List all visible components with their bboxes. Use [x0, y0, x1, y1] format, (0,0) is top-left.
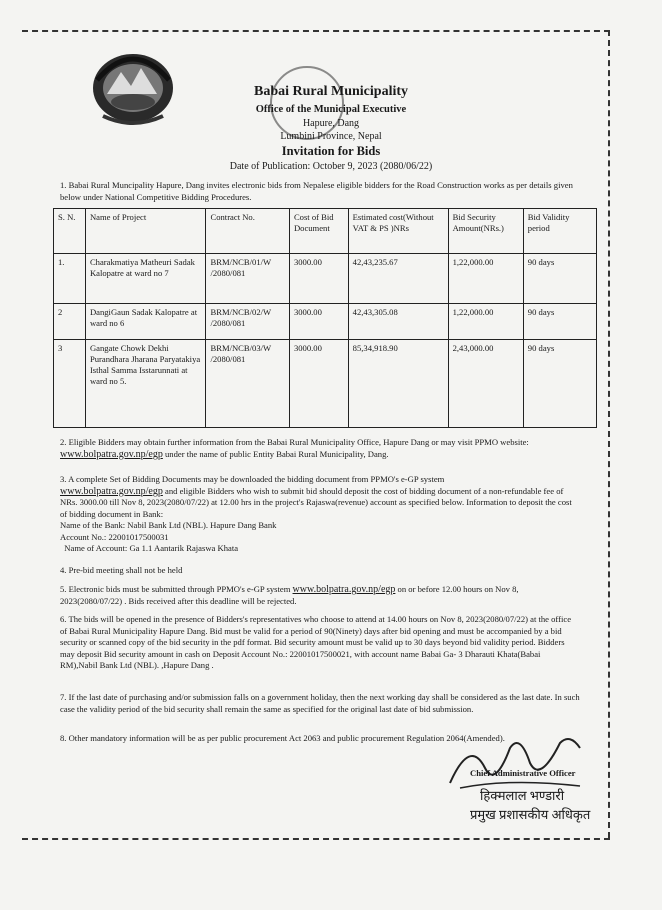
signatory-name-nepali: हिक्मलाल भण्डारी — [480, 788, 565, 803]
column-header: Cost of Bid Document — [289, 209, 348, 254]
location-line-1: Hapure, Dang — [302, 118, 360, 129]
table-row — [54, 254, 597, 304]
cell-project: Charakmatiya Matheuri Sadak Kalopatre at ward no 7 — [85, 254, 206, 304]
paragraph-7: 7. If the last date of purchasing and/or submission falls on a government holiday, then the next working day shall be considered as the last date. In such case the validity period of the bid security shall remain the same as specified for the original last date of bid submission. — [60, 692, 580, 714]
cell-estimate: 42,43,235.67 — [348, 254, 448, 304]
cell-sn: 1. — [54, 254, 86, 304]
office-name: Office of the Municipal Executive — [255, 104, 407, 115]
signatory-title-nepali: प्रमुख प्रशासकीय अधिकृत — [470, 807, 591, 822]
publication-date: Date of Publication: October 9, 2023 (2080/06/22) — [229, 161, 433, 172]
column-header: Estimated cost(Without VAT & PS )NRs — [348, 209, 448, 254]
cell-contract: BRM/NCB/01/W /2080/081 — [206, 254, 289, 304]
column-header: Contract No. — [206, 209, 289, 254]
paragraph-3: 3. A complete Set of Bidding Documents may be downloaded the bidding document from PPMO's e-GP system www.bolpatra.gov.np/egp and eligible Bidders who wish to submit bid should deposit the cost of bidding document of a non-refundable fee of NRs. 3000.00 till Nov 8, 2023(2080/07/22) at 12.00 hrs in the project's Rajaswa(revenue) account as specified below. Information to deposit the cost of bidding document in Bank: Name of the Bank: Nabil Bank Ltd (NBL). Hapure Dang Bank Account No.: 22001017500031 Name of Account: Ga 1.1 Aantarik Rajaswa Khata — [60, 474, 580, 555]
table-row — [54, 304, 597, 340]
cell-estimate: 85,34,918.90 — [348, 340, 448, 428]
cell-security: 1,22,000.00 — [448, 254, 523, 304]
bids-table — [53, 208, 597, 428]
cell-cost: 3000.00 — [289, 304, 348, 340]
cell-validity: 90 days — [523, 340, 596, 428]
signatory-title: Chief Administrative Officer — [470, 768, 576, 778]
cell-cost: 3000.00 — [289, 254, 348, 304]
ppmo-link[interactable]: www.bolpatra.gov.np/egp — [60, 485, 163, 497]
column-header: Bid Security Amount(NRs.) — [448, 209, 523, 254]
table-header-row — [54, 209, 597, 254]
paragraph-5: 5. Electronic bids must be submitted through PPMO's e-GP system www.bolpatra.gov.np/egp on or before 12.00 hours on Nov 8, 2023(2080/07/22) . Bids received after this deadline will be rejected. — [60, 584, 519, 606]
location-line-2: Lumbini Province, Nepal — [280, 131, 382, 142]
cell-cost: 3000.00 — [289, 340, 348, 428]
cell-estimate: 42,43,305.08 — [348, 304, 448, 340]
cell-project: Gangate Chowk Dekhi Purandhara Jharana Paryatakiya Isthal Samma Isstarunnati at ward no 5. — [85, 340, 206, 428]
cell-project: DangiGaun Sadak Kalopatre at ward no 6 — [85, 304, 206, 340]
account-name: Name of Account: Ga 1.1 Aantarik Rajaswa Khata — [60, 543, 239, 553]
bank-name: Name of the Bank: Nabil Bank Ltd (NBL). Hapure Dang Bank — [60, 520, 277, 530]
cell-contract: BRM/NCB/02/W /2080/081 — [206, 304, 289, 340]
paragraph-2: 2. Eligible Bidders may obtain further information from the Babai Rural Municipality Office, Hapure Dang or may visit PPMO website: www.bolpatra.gov.np/egp under the name of public Entity Babai Rural Municipality, Dang. — [60, 437, 529, 460]
cell-sn: 3 — [54, 340, 86, 428]
table-row — [54, 340, 597, 428]
column-header: S. N. — [54, 209, 86, 254]
column-header: Name of Project — [85, 209, 206, 254]
account-number: Account No.: 22001017500031 — [60, 531, 169, 542]
paragraph-4: 4. Pre-bid meeting shall not be held — [60, 565, 183, 575]
ppmo-link[interactable]: www.bolpatra.gov.np/egp — [60, 448, 163, 460]
column-header: Bid Validity period — [523, 209, 596, 254]
cell-validity: 90 days — [523, 254, 596, 304]
cell-security: 2,43,000.00 — [448, 340, 523, 428]
cell-sn: 2 — [54, 304, 86, 340]
cell-validity: 90 days — [523, 304, 596, 340]
paragraph-1: 1. Babai Rural Muncipality Hapure, Dang invites electronic bids from Nepalese eligible bidders for the Road Construction works as per details given below under National Competitive Bidding Procedures. — [60, 180, 573, 202]
ppmo-link[interactable]: www.bolpatra.gov.np/egp — [292, 584, 396, 595]
paragraph-6: 6. The bids will be opened in the presence of Bidders's representatives who choose to attend at 14.00 hours on Nov 8, 2023(2080/07/22) at the office of Babai Rural Municipality Hapure Dang. Bid must be valid for a period of 90(Ninety) days after bid opening and must be accompanied by a bid security or scanned copy of the bid security in the pdf format. Bid security amount must be valid up to 30 days beyond bid validity period. Bidders may deposit Bid security amount in cash on Deposit Account No.: 22001017500021, with account name Babai Ga- 3 Dharauti Khata(Babai RM),Nabil Bank Ltd (NBL). ,Hapure Dang . — [60, 614, 572, 670]
cell-contract: BRM/NCB/03/W /2080/081 — [206, 340, 289, 428]
page-border-bottom — [22, 838, 610, 840]
notice-title: Invitation for Bids — [281, 144, 381, 158]
municipality-name: Babai Rural Municipality — [253, 84, 409, 99]
page-border-top — [22, 30, 610, 32]
paragraph-8: 8. Other mandatory information will be as per public procurement Act 2063 and public procurement Regulation 2064(Amended). — [60, 733, 505, 743]
cell-security: 1,22,000.00 — [448, 304, 523, 340]
